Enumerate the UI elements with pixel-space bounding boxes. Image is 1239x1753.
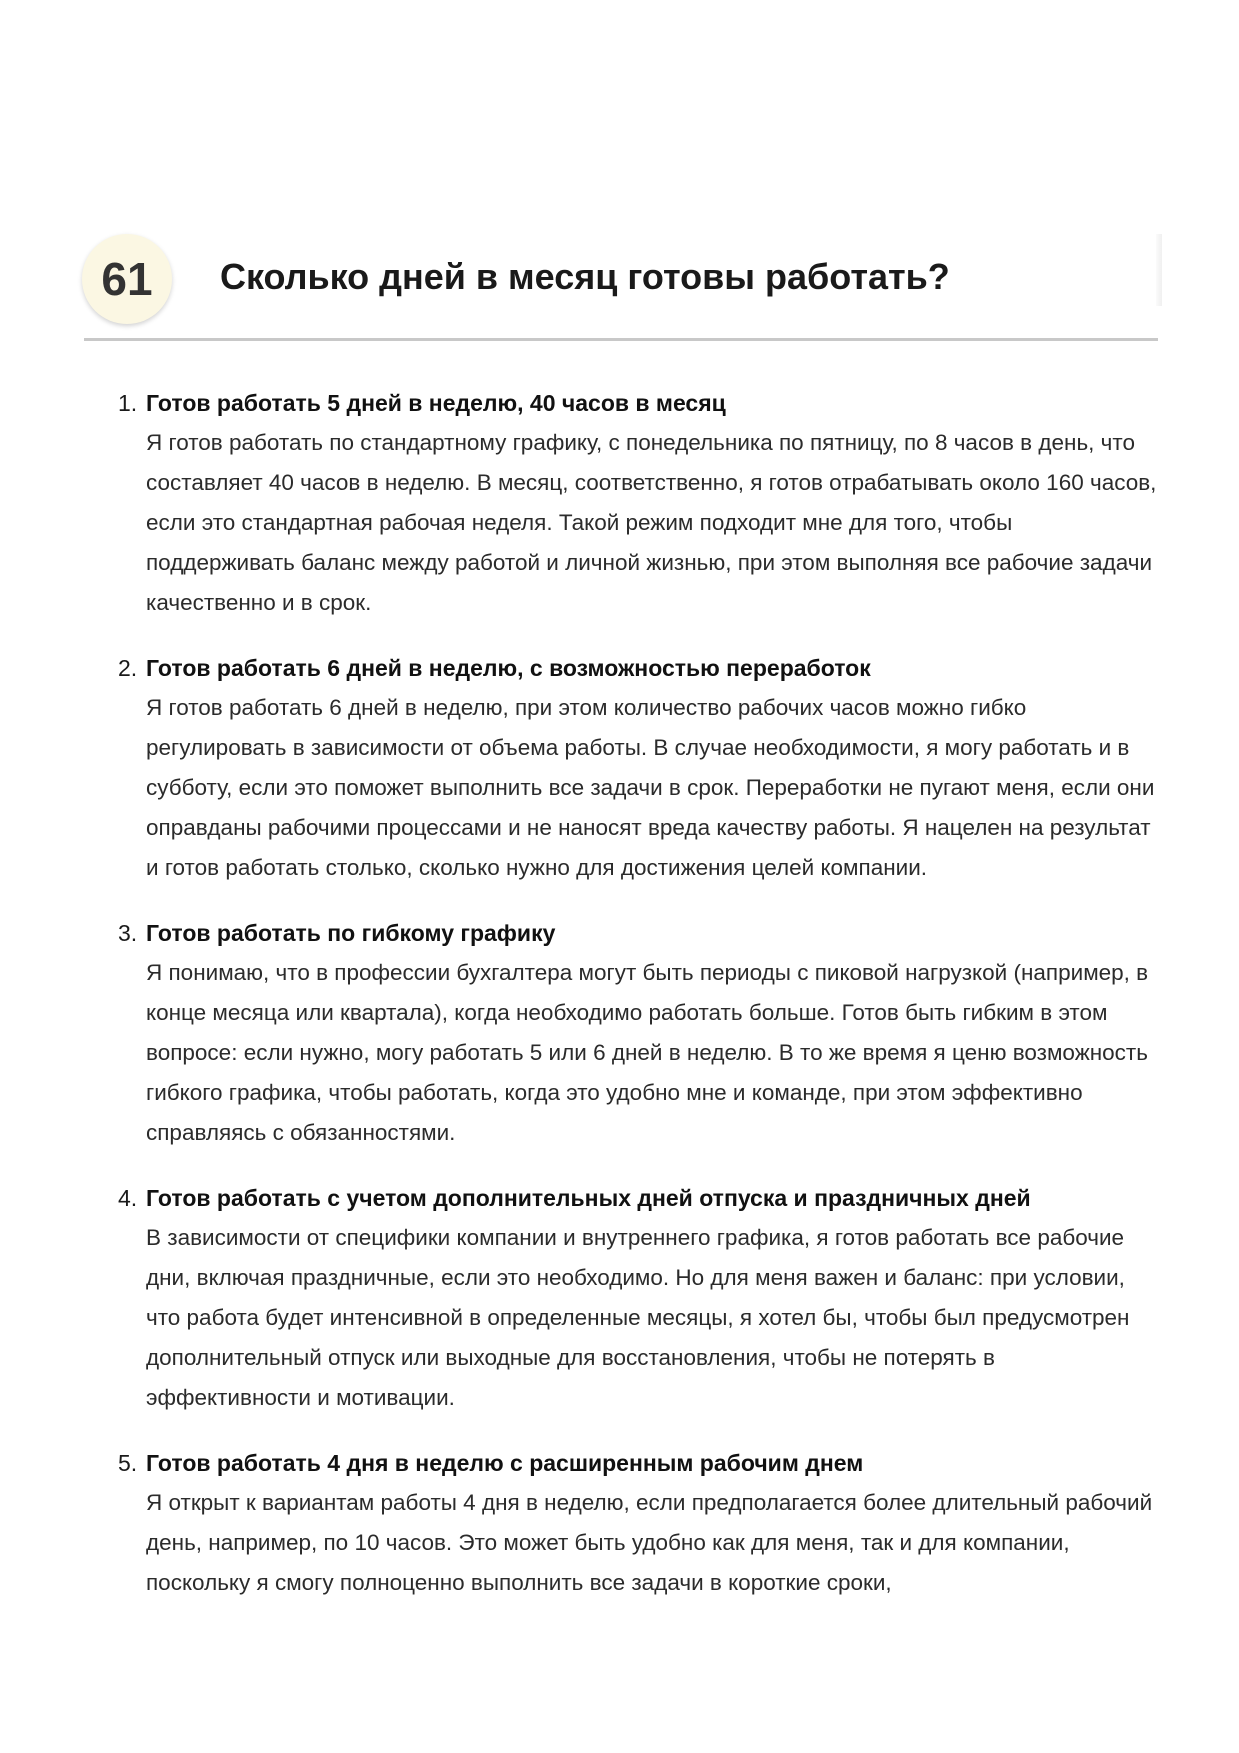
item-text: В зависимости от специфики компании и внутреннего графика, я готов работать все рабочие дни, включая праздничные, если это необходимо. Но для меня важен и баланс: при условии, что работа будет интенсивной в определенные месяцы, я хотел бы, чтобы был предусмотрен дополнительный отпуск или выходные для восстановления, чтобы не потерять в эффективности и мотивации. bbox=[146, 1225, 1130, 1410]
item-text: Я готов работать 6 дней в неделю, при этом количество рабочих часов можно гибко регулировать в зависимости от объема работы. В случае необходимости, я могу работать и в субботу, если это поможет выполнить все задачи в срок. Переработки не пугают меня, если они оправданы рабочими процессами и не наносят вреда качеству работы. Я нацелен на результат и готов работать столько, сколько нужно для достижения целей компании. bbox=[146, 695, 1155, 880]
list-item bbox=[118, 1178, 1166, 1418]
item-number: 3. bbox=[118, 920, 138, 946]
item-heading: Готов работать 4 дня в неделю с расширенным рабочим днем bbox=[146, 1450, 864, 1476]
item-heading: Готов работать по гибкому графику bbox=[146, 920, 556, 946]
item-number: 2. bbox=[118, 655, 138, 681]
list-item bbox=[118, 383, 1166, 623]
question-number-badge: 61 bbox=[82, 234, 172, 324]
item-text: Я открыт к вариантам работы 4 дня в неделю, если предполагается более длительный рабочий день, например, по 10 часов. Это может быть удобно как для меня, так и для компании, поскольку я смогу полноценно выполнить все задачи в короткие сроки, bbox=[146, 1490, 1153, 1595]
item-text: Я понимаю, что в профессии бухгалтера могут быть периоды с пиковой нагрузкой (например, в конце месяца или квартала), когда необходимо работать больше. Готов быть гибким в этом вопросе: если нужно, могу работать 5 или 6 дней в неделю. В то же время я ценю возможность гибкого графика, чтобы работать, когда это удобно мне и команде, при этом эффективно справляясь с обязанностями. bbox=[146, 960, 1149, 1145]
header-shade bbox=[1156, 234, 1162, 306]
item-text: Я готов работать по стандартному графику, с понедельника по пятницу, по 8 часов в день, что составляет 40 часов в неделю. В месяц, соответственно, я готов отрабатывать около 160 часов, если это стандартная рабочая неделя. Такой режим подходит мне для того, чтобы поддерживать баланс между работой и личной жизнью, при этом выполняя все рабочие задачи качественно и в срок. bbox=[146, 430, 1157, 615]
answer-list bbox=[118, 383, 1166, 1628]
question-title: Сколько дней в месяц готовы работать? bbox=[220, 256, 950, 297]
item-number: 5. bbox=[118, 1450, 138, 1476]
list-item bbox=[118, 1443, 1166, 1603]
list-item bbox=[118, 648, 1166, 888]
item-number: 4. bbox=[118, 1185, 138, 1211]
item-heading: Готов работать 6 дней в неделю, с возможностью переработок bbox=[146, 655, 871, 681]
item-heading: Готов работать 5 дней в неделю, 40 часов в месяц bbox=[146, 390, 726, 416]
item-heading: Готов работать с учетом дополнительных дней отпуска и праздничных дней bbox=[146, 1185, 1031, 1211]
question-header bbox=[84, 234, 1158, 341]
list-item bbox=[118, 913, 1166, 1153]
item-number: 1. bbox=[118, 390, 138, 416]
